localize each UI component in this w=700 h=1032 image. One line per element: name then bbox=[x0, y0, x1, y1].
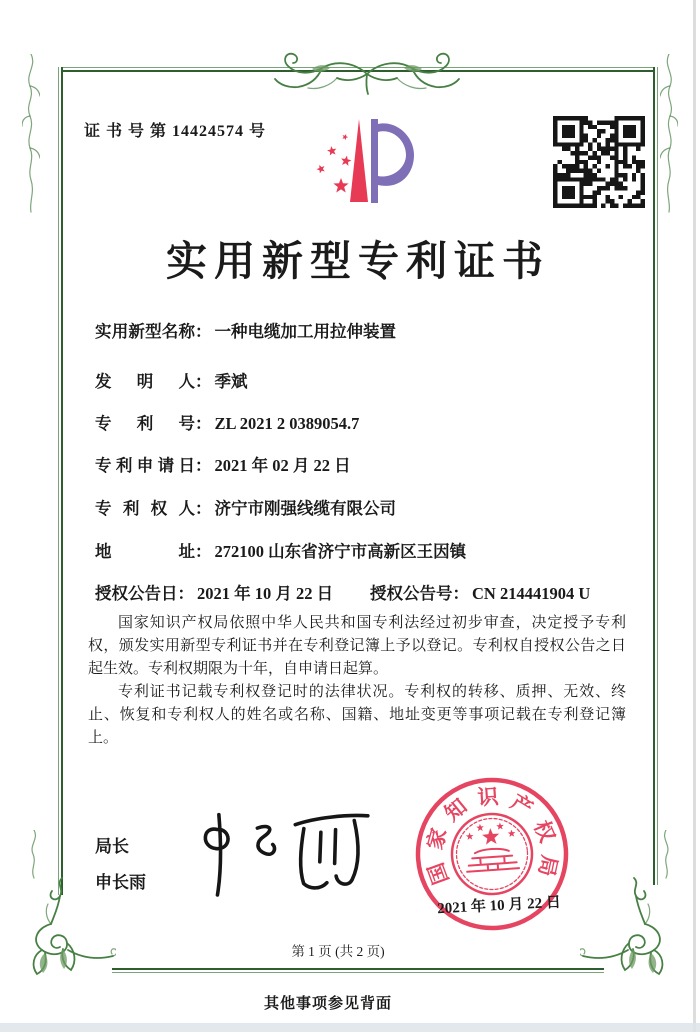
field-value: ZL 2021 2 0389054.7 bbox=[214, 414, 360, 433]
qr-code bbox=[553, 116, 645, 208]
field-patent-number: 专利号： ZL 2021 2 0389054.7 bbox=[95, 410, 359, 434]
page-indicator: 第 1 页 (共 2 页) bbox=[291, 944, 385, 959]
top-ornament bbox=[272, 42, 462, 104]
right-bottom-tendril-ornament bbox=[658, 830, 674, 880]
scan-edge-bottom bbox=[0, 1023, 700, 1032]
field-address: 地址： 272100 山东省济宁市高新区王因镇 bbox=[95, 538, 466, 562]
svg-text:产: 产 bbox=[506, 789, 537, 822]
legal-paragraph-2: 专利证书记载专利权登记时的法律状况。专利权的转移、质押、无效、终止、恢复和专利权人的姓名或名称、国籍、地址变更等事项记载在专利登记簿上。 bbox=[88, 684, 626, 746]
field-label: 发明人 bbox=[95, 372, 195, 391]
field-grant-line: 授权公告日： 2021 年 10 月 22 日 授权公告号： CN 214441904 U bbox=[95, 584, 591, 603]
field-inventor: 发明人： 季斌 bbox=[95, 368, 248, 392]
field-value: 季斌 bbox=[214, 372, 248, 391]
reverse-side-note: 其他事项参见背面 bbox=[263, 996, 392, 1012]
svg-text:知: 知 bbox=[440, 793, 472, 826]
frame-border-right bbox=[653, 67, 658, 885]
field-filing-date: 专利申请日： 2021 年 02 月 22 日 bbox=[95, 452, 351, 476]
patent-office-logo-icon bbox=[288, 110, 428, 216]
grant-date-value: 2021 年 10 月 22 日 bbox=[197, 584, 334, 603]
legal-paragraph-1: 国家知识产权局依照中华人民共和国专利法经过初步审查，决定授予专利权，颁发实用新型专利证书并在专利登记簿上予以登记。专利权自授权公告之日起生效。专利权期限为十年，自申请日起算。 bbox=[88, 615, 626, 677]
signature-handwriting bbox=[195, 808, 385, 903]
field-label: 专利权人 bbox=[95, 499, 195, 518]
frame-border-bottom bbox=[112, 968, 604, 973]
right-top-tendril-ornament bbox=[660, 54, 678, 214]
bottom-right-corner-ornament bbox=[580, 876, 680, 978]
svg-text:权: 权 bbox=[529, 817, 560, 846]
field-value: 272100 山东省济宁市高新区王因镇 bbox=[214, 542, 467, 561]
field-label: 专利申请日 bbox=[95, 456, 195, 475]
svg-text:家: 家 bbox=[422, 825, 452, 853]
field-label: 实用新型名称 bbox=[95, 322, 195, 341]
grant-date-label: 授权公告日 bbox=[95, 584, 178, 603]
left-top-tendril-ornament bbox=[22, 54, 40, 214]
certificate-number: 证 书 号 第 14424574 号 bbox=[84, 123, 267, 140]
director-name: 申长雨 bbox=[95, 873, 146, 892]
certificate-title: 实用新型专利证书 bbox=[166, 238, 550, 284]
svg-text:局: 局 bbox=[533, 853, 562, 879]
director-title: 局长 bbox=[95, 837, 129, 856]
field-utility-model-name: 实用新型名称： 一种电缆加工用拉伸装置 bbox=[95, 318, 396, 342]
grant-number-value: CN 214441904 U bbox=[472, 584, 591, 603]
scan-edge-right bbox=[693, 0, 696, 1032]
frame-border-left bbox=[58, 67, 63, 895]
legal-text bbox=[88, 612, 626, 750]
field-label: 专利号 bbox=[95, 414, 195, 433]
seal-date: 2021 年 10 月 22 日 bbox=[436, 894, 562, 918]
field-value: 2021 年 02 月 22 日 bbox=[214, 456, 351, 475]
field-value: 一种电缆加工用拉伸装置 bbox=[214, 322, 396, 341]
grant-number-label: 授权公告号 bbox=[370, 584, 453, 603]
svg-text:国: 国 bbox=[423, 859, 454, 888]
left-bottom-tendril-ornament bbox=[26, 830, 42, 880]
svg-text:识: 识 bbox=[476, 784, 500, 810]
field-patentee: 专利权人： 济宁市刚强线缆有限公司 bbox=[95, 495, 396, 519]
field-value: 济宁市刚强线缆有限公司 bbox=[214, 499, 396, 518]
field-label: 地址 bbox=[95, 542, 195, 561]
